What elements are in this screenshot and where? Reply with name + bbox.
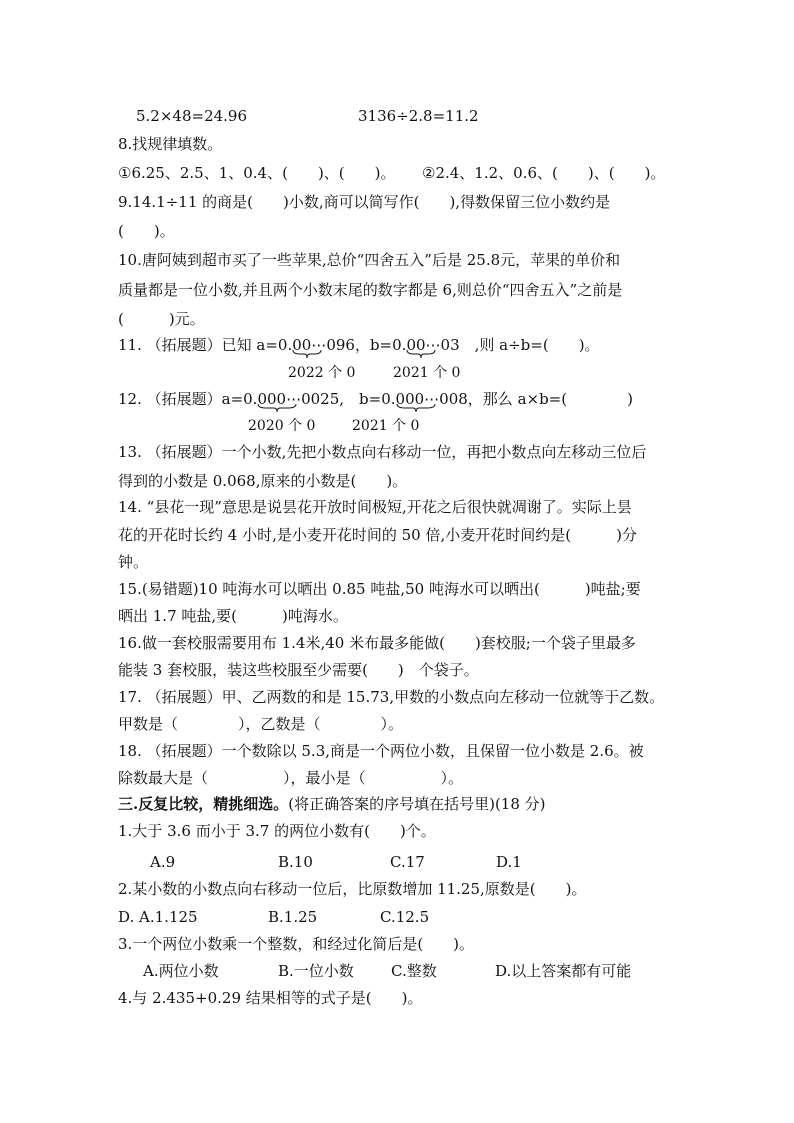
choice-question-1: 1.大于 3.6 而小于 3.7 的两位小数有( )个。 — [118, 822, 436, 840]
question-10-line-3: ( )元。 — [118, 310, 205, 328]
question-17-line-2: 甲数是（ ），乙数是（ ）。 — [118, 715, 404, 733]
choice-1-option-a: A.9 — [150, 853, 176, 871]
question-12-line: 12. （拓展题）a=0.000⋯ 0025, b=0.000⋯ 008，那么 a×b=( ) — [118, 389, 633, 409]
underbrace-b: 000⋯ — [396, 389, 440, 409]
question-8-title: 8.找规律填数。 — [118, 135, 223, 153]
choice-question-4: 4.与 2.435+0.29 结果相等的式子是( )。 — [118, 989, 423, 1007]
question-10-line-2: 质量都是一位小数,并且两个小数末尾的数字都是 6,则总价“四舍五入”之前是 — [118, 281, 623, 299]
question-14-line-3: 钟。 — [118, 553, 149, 571]
underbrace-b: 00⋯ — [406, 335, 440, 355]
brace-label-b: 2021 个 0 — [352, 418, 420, 434]
question-11-line: 11. （拓展题）已知 a=0.00⋯ 096，b=0.00⋯ 03 ,则 a÷b=( )。 — [118, 335, 600, 355]
choice-2-option-c: C.12.5 — [380, 908, 430, 926]
choice-3-option-a: A.两位小数 — [143, 962, 219, 980]
question-16-line-2: 能装 3 套校服，装这些校服至少需要( ) 个袋子。 — [118, 661, 479, 679]
brace-label-b: 2021 个 0 — [393, 365, 461, 381]
question-8-sequence-1: ①6.25、2.5、1、0.4、( )、( )。 — [118, 164, 396, 182]
question-15-line-2: 晒出 1.7 吨盐,要( )吨海水。 — [118, 607, 348, 625]
equation-2: 3136÷2.8=11.2 — [358, 107, 479, 125]
choice-1-option-b: B.10 — [278, 853, 313, 871]
question-8-sequence-2: ②2.4、1.2、0.6、( )、( )。 — [422, 164, 666, 182]
choice-3-option-c: C.整数 — [391, 962, 437, 980]
question-16-line-1: 16.做一套校服需要用布 1.4米,40 米布最多能做( )套校服;一个袋子里最多 — [118, 634, 636, 652]
choice-2-option-b: B.1.25 — [268, 908, 318, 926]
section-3-title: 三.反复比较，精挑细选。 — [118, 795, 289, 813]
question-18-line-1: 18. （拓展题）一个数除以 5.3,商是一个两位小数，且保留一位小数是 2.6。被 — [118, 742, 644, 760]
question-14-line-1: 14. “县花一现”意思是说昙花开放时间极短,开花之后很快就凋谢了。实际上昙 — [118, 498, 632, 516]
choice-3-option-b: B.一位小数 — [278, 962, 354, 980]
section-3-heading — [118, 794, 546, 814]
question-14-line-2: 花的开花时长约 4 小时,是小麦开花时间的 50 倍,小麦开花时间约是( )分 — [118, 526, 637, 544]
choice-question-2: 2.某小数的小数点向右移动一位后，比原数增加 11.25,原数是( )。 — [118, 880, 587, 898]
question-17-line-1: 17. （拓展题）甲、乙两数的和是 15.73,甲数的小数点向左移动一位就等于乙数。 — [118, 688, 665, 706]
question-9-line-1: 9.14.1÷11 的商是( )小数,商可以简写作( ),得数保留三位小数约是 — [118, 193, 611, 211]
brace-icon — [292, 349, 322, 359]
brace-label-a: 2022 个 0 — [288, 365, 356, 381]
underbrace-a: 00⋯ — [292, 335, 326, 355]
question-13-line-2: 得到的小数是 0.068,原来的小数是( )。 — [118, 472, 408, 490]
question-13-line-1: 13. （拓展题）一个小数,先把小数点向右移动一位，再把小数点向左移动三位后 — [118, 443, 647, 461]
question-18-line-2: 除数最大是（ ），最小是（ ）。 — [118, 769, 464, 787]
brace-icon — [257, 403, 297, 413]
brace-label-a: 2020 个 0 — [248, 418, 316, 434]
question-9-line-2: ( )。 — [118, 222, 175, 240]
choice-1-option-c: C.17 — [390, 853, 425, 871]
choice-2-option-a: D. A.1.125 — [118, 908, 198, 926]
section-3-note: (将正确答案的序号填在括号里)(18 分) — [288, 795, 546, 813]
choice-3-option-d: D.以上答案都有可能 — [495, 962, 632, 980]
equation-1: 5.2×48=24.96 — [136, 107, 248, 125]
brace-icon — [396, 403, 436, 413]
choice-1-option-d: D.1 — [496, 853, 522, 871]
question-15-line-1: 15.(易错题)10 吨海水可以晒出 0.85 吨盐,50 吨海水可以晒出( )吨盐;要 — [118, 580, 641, 598]
brace-icon — [406, 349, 436, 359]
underbrace-a: 000⋯ — [257, 389, 301, 409]
question-10-line-1: 10.唐阿姨到超市买了一些苹果,总价“四舍五入”后是 25.8元，苹果的单价和 — [118, 251, 621, 269]
choice-question-3: 3.一个两位小数乘一个整数，和经过化简后是( )。 — [118, 935, 475, 953]
